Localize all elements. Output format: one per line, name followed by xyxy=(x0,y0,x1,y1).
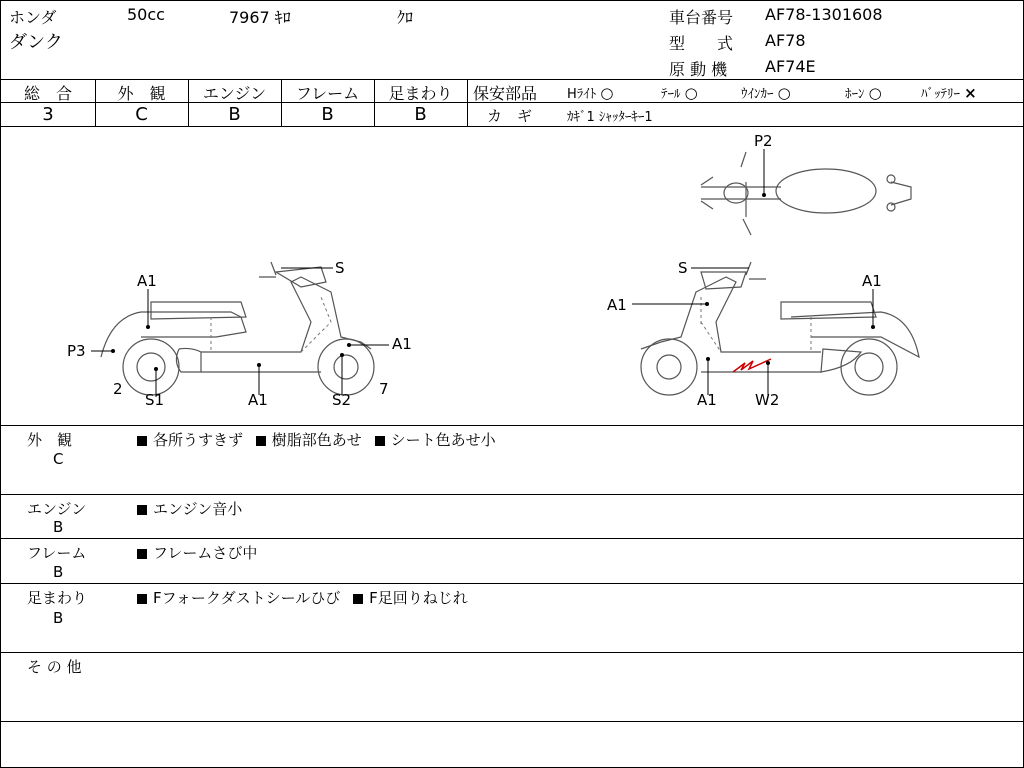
remark-category-other: そ の 他 xyxy=(27,658,82,676)
mileage: 7967 ｷﾛ xyxy=(229,8,291,27)
engine-value: AF74E xyxy=(765,57,816,76)
label-a1-floor-right: A1 xyxy=(697,391,717,409)
divider xyxy=(1,652,1023,653)
divider xyxy=(467,79,468,126)
safety-item-tail: ﾃｰﾙ ○ xyxy=(661,84,698,102)
divider xyxy=(1,583,1023,584)
label-2: 2 xyxy=(113,380,123,398)
grade-frame-label: フレーム xyxy=(295,84,360,103)
remark-items-frame: フレームさび中 xyxy=(137,542,257,563)
grade-engine-label: エンジン xyxy=(202,84,267,103)
safety-item-battery: ﾊﾞｯﾃﾘｰ × xyxy=(921,84,977,102)
remark-items-exterior: 各所うすきず 樹脂部色あせ シート色あせ小 xyxy=(137,429,496,450)
grade-exterior-label: 外 観 xyxy=(117,84,166,103)
safety-label: 保安部品 xyxy=(473,84,538,103)
label-s2: S2 xyxy=(332,391,352,409)
scooter-top-view xyxy=(701,152,911,235)
divider xyxy=(1,721,1023,722)
grade-suspension-value: B xyxy=(414,104,427,125)
remark-category-frame: フレーム xyxy=(27,544,87,562)
divider xyxy=(1,425,1023,426)
divider xyxy=(1,494,1023,495)
key-label: カ ギ xyxy=(487,107,533,125)
label-s-handle-left: S xyxy=(335,259,345,277)
label-a1-front-right: A1 xyxy=(607,296,627,314)
remark-grade-frame: B xyxy=(53,563,64,581)
label-p3: P3 xyxy=(67,342,86,360)
label-7: 7 xyxy=(379,380,389,398)
type-value: AF78 xyxy=(765,31,806,50)
safety-item-winker: ｳｲﾝｶｰ ○ xyxy=(741,84,791,102)
bullet-icon xyxy=(137,436,147,446)
bullet-icon xyxy=(137,505,147,515)
grade-overall-value: 3 xyxy=(42,104,54,125)
label-s-handle-right: S xyxy=(678,259,688,277)
remark-grade-engine: B xyxy=(53,518,64,536)
label-s1: S1 xyxy=(145,391,165,409)
bullet-icon xyxy=(256,436,266,446)
label-a1-seat-left: A1 xyxy=(137,272,157,290)
grade-exterior-value: C xyxy=(135,104,148,125)
bullet-icon xyxy=(353,594,363,604)
remark-category-engine: エンジン xyxy=(27,500,87,518)
key-value: ｶｷﾞ1 ｼｬｯﾀｰｷｰ1 xyxy=(567,110,653,125)
divider xyxy=(1,538,1023,539)
frame-no: AF78-1301608 xyxy=(765,5,883,24)
remark-grade-exterior: C xyxy=(53,450,64,468)
type-label: 型 式 xyxy=(669,34,734,53)
remark-category-exterior: 外 観 xyxy=(27,431,73,449)
safety-item-headlight: Hﾗｲﾄ ○ xyxy=(567,84,614,102)
label-w2: W2 xyxy=(755,391,780,409)
remark-grade-suspension: B xyxy=(53,609,64,627)
label-p2: P2 xyxy=(754,132,773,150)
grade-suspension-label: 足まわり xyxy=(388,84,453,103)
label-a1-front-left: A1 xyxy=(392,335,412,353)
safety-item-horn: ﾎｰﾝ ○ xyxy=(845,84,882,102)
maker: ホンダ xyxy=(9,8,57,27)
model-name: ダンク xyxy=(9,32,63,53)
grade-overall-label: 総 合 xyxy=(23,84,72,103)
displacement: 50cc xyxy=(127,5,165,24)
body-color: ｸﾛ xyxy=(397,8,414,27)
divider xyxy=(1,79,1023,80)
remark-items-suspension: Fフォークダストシールひび F足回りねじれ xyxy=(137,587,468,608)
remark-category-suspension: 足まわり xyxy=(27,589,88,607)
grade-frame-value: B xyxy=(321,104,334,125)
frame-no-label: 車台番号 xyxy=(669,8,734,27)
label-a1-seat-right: A1 xyxy=(862,272,882,290)
remark-items-engine: エンジン音小 xyxy=(137,498,242,519)
label-a1-floor-left: A1 xyxy=(248,391,268,409)
bullet-icon xyxy=(137,549,147,559)
bullet-icon xyxy=(375,436,385,446)
engine-label: 原 動 機 xyxy=(669,60,728,79)
grade-engine-value: B xyxy=(228,104,241,125)
bullet-icon xyxy=(137,594,147,604)
